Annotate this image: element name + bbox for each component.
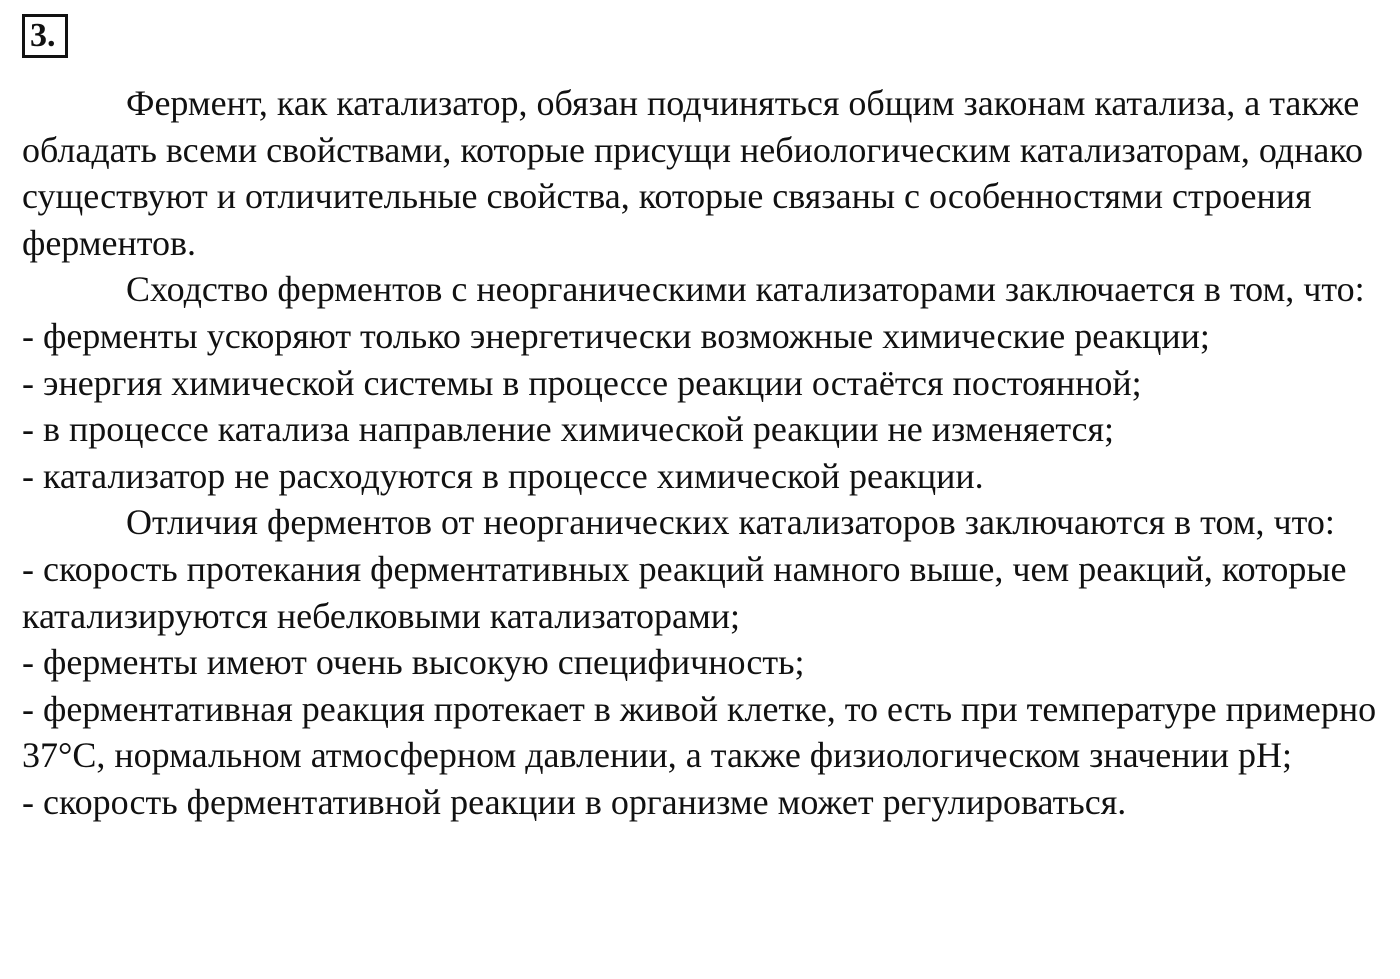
- intro-paragraph: Фермент, как катализатор, обязан подчиняться общим законам катализа, а также обладать всеми свойствами, которые присущи небиологическим катализаторам, однако существуют и отличительные свойства, которые связаны с особенностями строения ферментов.: [22, 83, 1363, 263]
- list-item: - скорость ферментативной реакции в организме может регулироваться.: [22, 781, 1127, 822]
- document-text: [22, 80, 1382, 826]
- list-item: - ферментативная реакция протекает в живой клетке, то есть при температуре примерно 37°С, нормальном атмосферном давлении, а также физиологическом значении рН;: [22, 688, 1377, 776]
- list-item: - энергия химической системы в процессе реакции остаётся постоянной;: [22, 362, 1142, 403]
- difference-heading: Отличия ферментов от неорганических катализаторов заключаются в том, что:: [126, 502, 1335, 543]
- list-item: - катализатор не расходуются в процессе химической реакции.: [22, 455, 984, 496]
- list-item: - ферменты имеют очень высокую специфичность;: [22, 642, 805, 683]
- similarity-heading: Сходство ферментов с неорганическими катализаторами заключается в том, что:: [126, 269, 1365, 310]
- list-item: - в процессе катализа направление химической реакции не изменяется;: [22, 409, 1115, 450]
- task-number: 3.: [22, 14, 68, 58]
- list-item: - скорость протекания ферментативных реакций намного выше, чем реакций, которые катализируются небелковыми катализаторами;: [22, 548, 1347, 636]
- list-item: - ферменты ускоряют только энергетически возможные химические реакции;: [22, 315, 1210, 356]
